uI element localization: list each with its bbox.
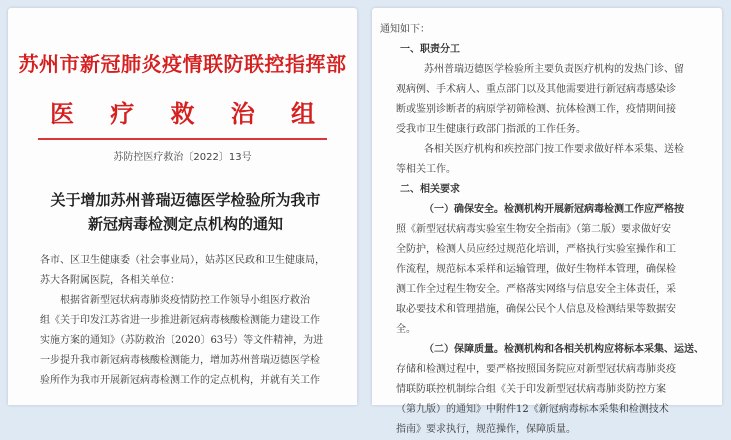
body-line: 作流程，规范标本采样和运输管理，做好生物样本管理，确保检 (396, 264, 676, 275)
body-line: 取必要技术和管理措施，确保公民个人信息及检测结果等数据安 (396, 304, 676, 315)
right-body-text (380, 20, 704, 440)
body-line: 根据省新型冠状病毒肺炎疫情防控工作领导小组医疗救治 (60, 295, 310, 306)
body-line: 存储和检测过程中，要严格按照国务院应对新型冠状病毒肺炎疫 (396, 364, 676, 375)
subheader-char: 治 (230, 99, 255, 128)
recipients-line: 各市、区卫生健康委（社会事业局），姑苏区民政和卫生健康局， (40, 255, 325, 266)
body-line: 一步提升我市新冠病毒核酸检测能力，增加苏州普瑞迈德医学检 (40, 355, 320, 366)
notice-title (36, 188, 335, 236)
body-line: 观病例、手术病人、重点部门以及其他需要进行新冠病毒感染诊 (396, 84, 676, 95)
body-line: 指南》要求执行，规范操作，保障质量。 (396, 424, 576, 435)
document-page-left (8, 8, 357, 405)
section-heading: 二、相关要求 (400, 184, 460, 195)
subsection-line: （二）保障质量。检测机构和各相关机构应将标本采集、运送、 (424, 344, 704, 355)
red-divider (38, 138, 327, 140)
title-line: 关于增加苏州普瑞迈德医学检验所为我市 (50, 191, 321, 209)
body-line: 断或鉴别诊断者的病原学初筛检测、抗体检测工作，疫情期间接 (396, 104, 676, 115)
subheader-char: 疗 (110, 99, 135, 128)
subsection-line: （一）确保安全。检测机构开展新冠病毒检测工作应严格按 (424, 204, 684, 215)
title-line: 新冠病毒检测定点机构的通知 (87, 215, 283, 233)
subheader-char: 救 (170, 99, 195, 128)
body-line: 等相关工作。 (396, 164, 456, 175)
body-line: 全防护，检测人员应经过规范化培训，严格执行实验室操作和工 (396, 244, 676, 255)
document-number: 苏防控医疗救治〔2022〕13号 (113, 152, 252, 163)
recipients-line: 苏大各附属医院，各相关单位： (40, 275, 180, 286)
left-body-text (40, 251, 325, 391)
body-line: 验所作为我市开展新冠病毒检测工作的定点机构，并就有关工作 (40, 375, 320, 386)
body-line: 受我市卫生健康行政部门指派的工作任务。 (396, 124, 586, 135)
issuer-subheader (50, 94, 315, 129)
body-line: 情联防联控机制综合组《关于印发新型冠状病毒肺炎防控方案 (396, 384, 666, 395)
section-heading: 一、职责分工 (400, 44, 460, 55)
body-line: 测工作全过程生物安全。严格落实网络与信息安全主体责任，采 (396, 284, 676, 295)
subheader-char: 医 (50, 99, 74, 128)
body-line: 苏州普瑞迈德医学检验所主要负责医疗机构的发热门诊、留 (424, 64, 684, 75)
issuer-header: 苏州市新冠肺炎疫情联防联控指挥部 (18, 52, 347, 76)
body-line: 全。 (396, 324, 416, 335)
body-line: 各相关医疗机构和疾控部门按工作要求做好样本采集、送检 (424, 144, 684, 155)
body-line: （第九版）的通知》中附件12《新冠病毒标本采集和检测技术 (396, 404, 669, 415)
body-line: 组《关于印发江苏省进一步推进新冠病毒核酸检测能力建设工作 (40, 315, 320, 326)
body-line: 照《新型冠状病毒实验室生物安全指南》（第二版）要求做好安 (396, 224, 671, 235)
subheader-char: 组 (291, 99, 315, 128)
body-line: 通知如下： (380, 24, 430, 35)
body-line: 实施方案的通知》（苏防救治〔2020〕63号）等文件精神，为进 (40, 335, 324, 346)
document-page-right (372, 8, 722, 435)
